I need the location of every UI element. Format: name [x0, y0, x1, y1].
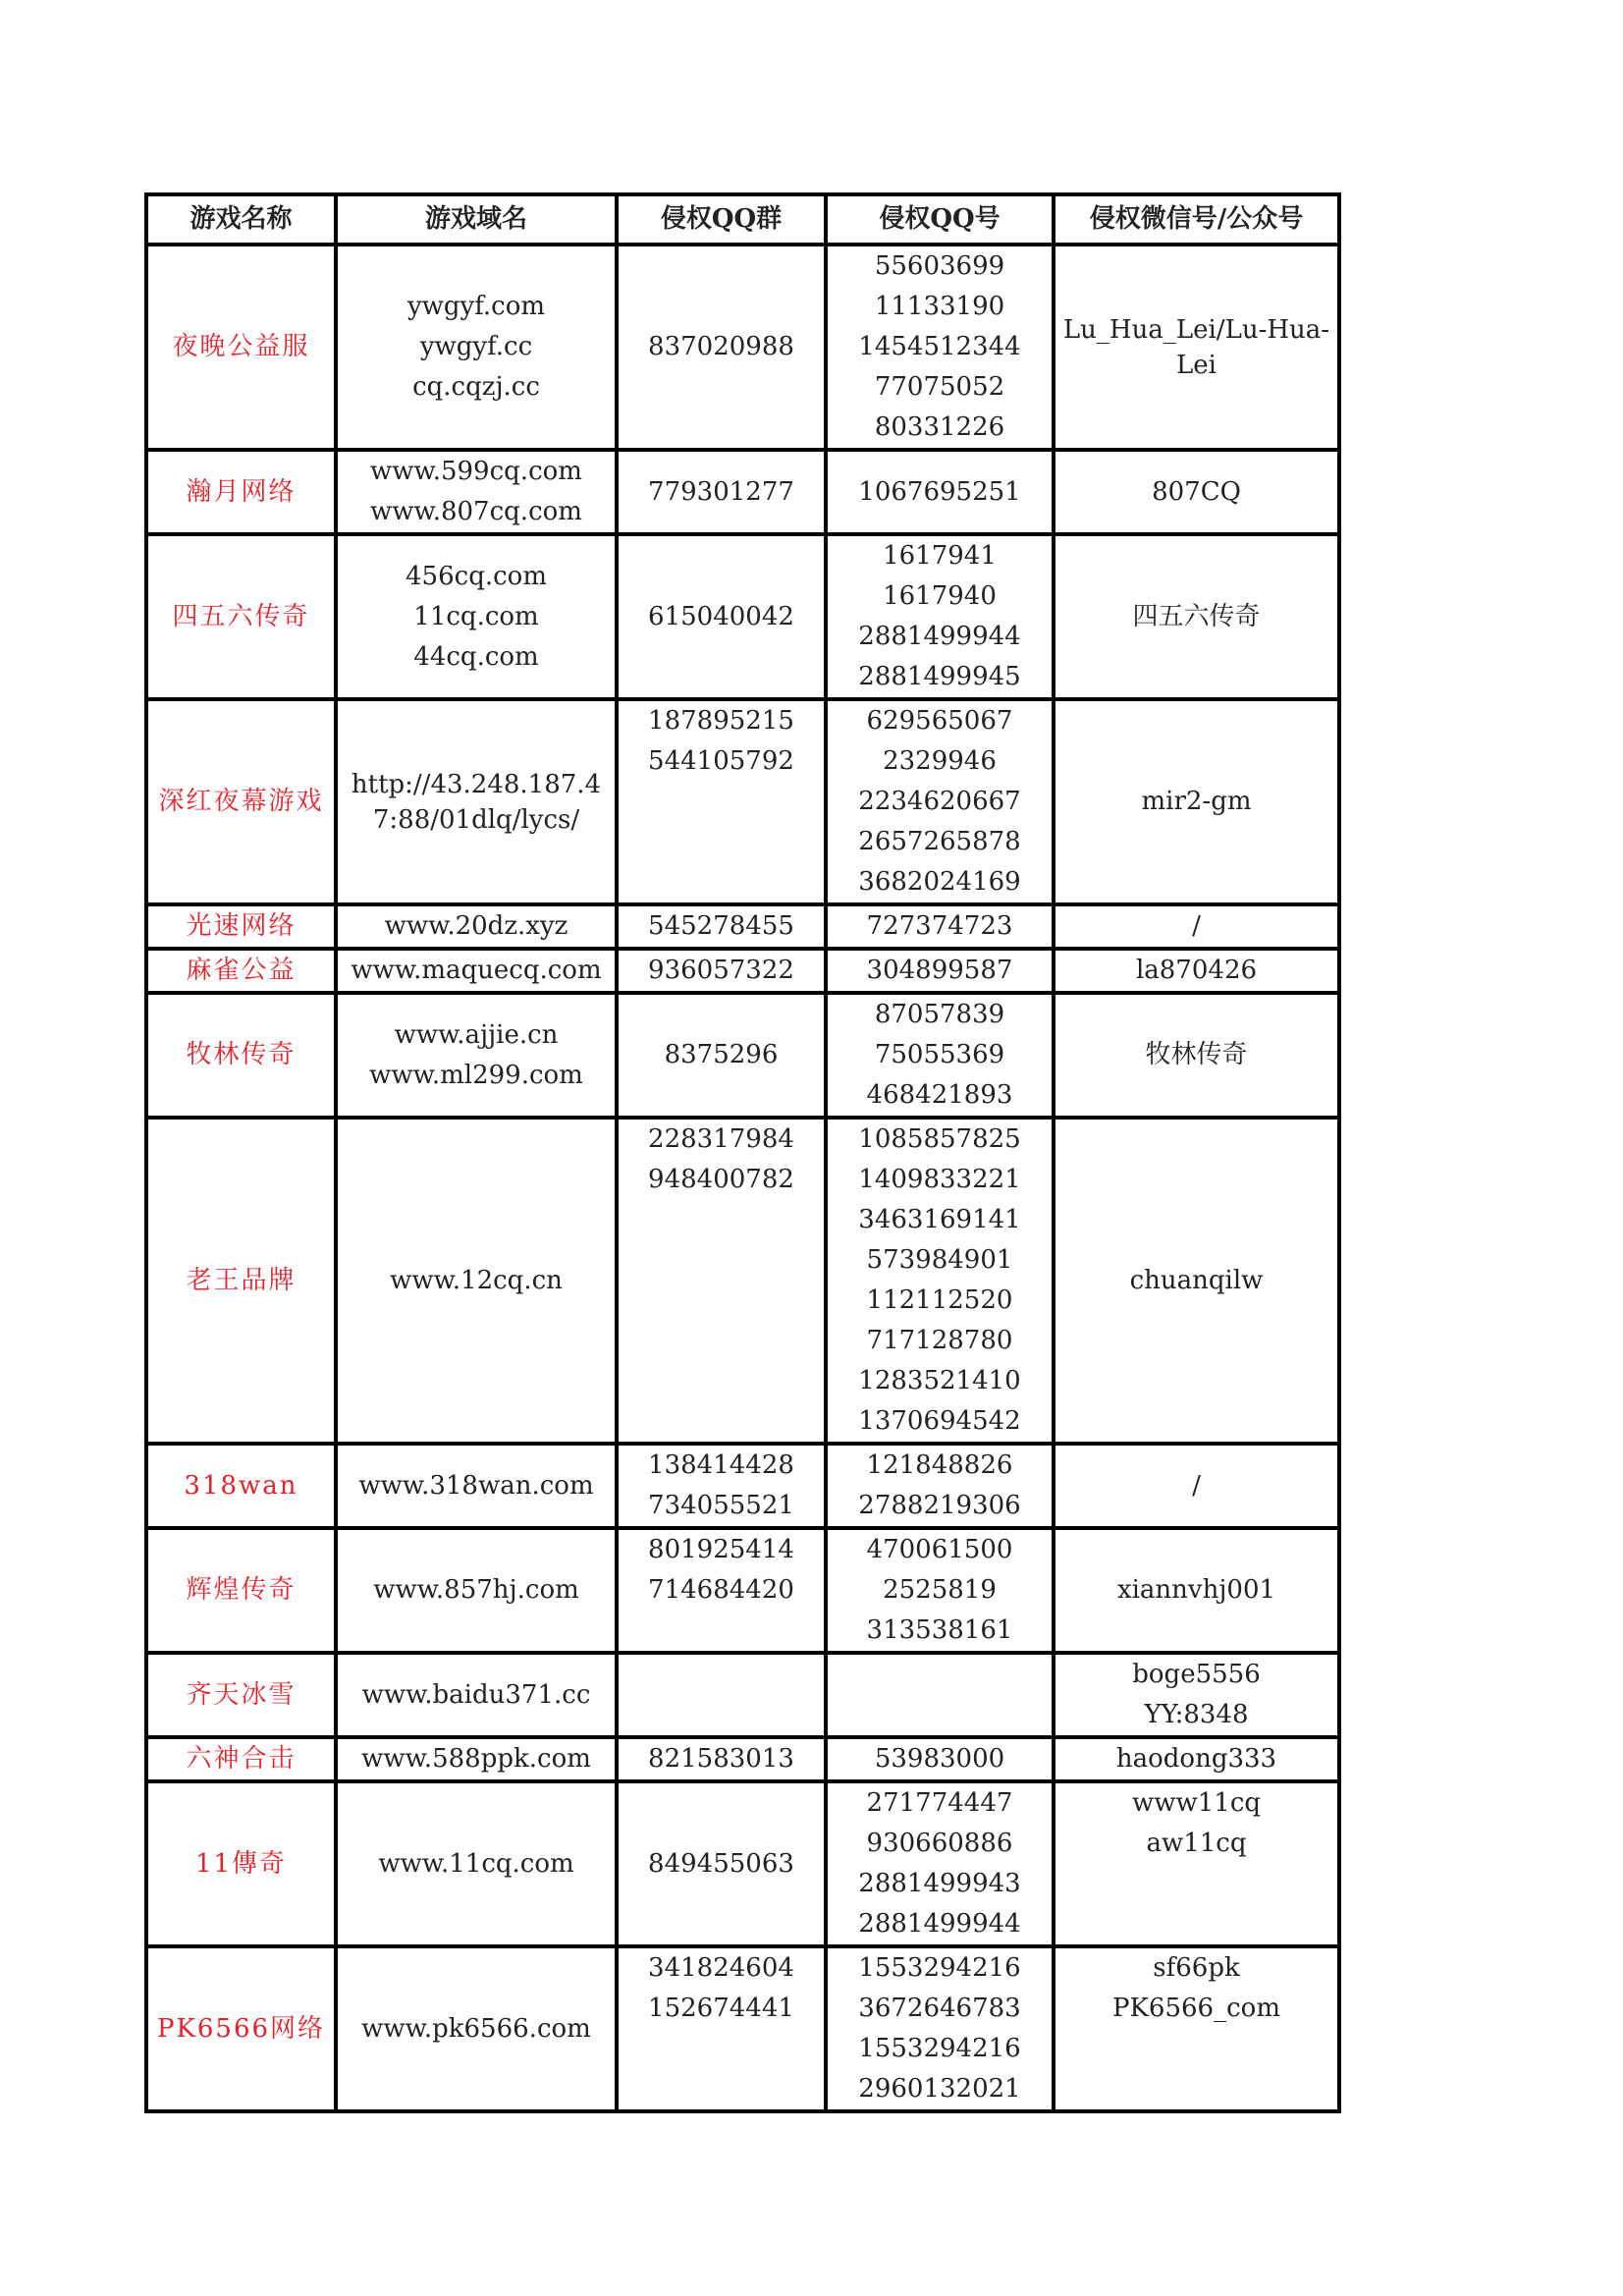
game-name-cell [146, 450, 336, 534]
table-row [146, 1528, 1339, 1653]
header-row [146, 194, 1339, 245]
qq-group-cell [617, 904, 826, 949]
wechat-cell-line: boge5556 [1132, 1660, 1261, 1689]
wechat-cell [1054, 699, 1339, 904]
qq-group-cell-line: 228317984 [648, 1124, 794, 1154]
qq-group-cell-line: 138414428 [648, 1450, 794, 1480]
qq-number-cell [826, 699, 1054, 904]
table-row [146, 1653, 1339, 1737]
qq-number-cell-line: 1454512344 [858, 332, 1021, 361]
qq-number-cell [826, 1528, 1054, 1653]
game-name-cell [146, 245, 336, 450]
qq-group-cell [617, 245, 826, 450]
qq-number-cell-line: 271774447 [866, 1788, 1013, 1818]
qq-group-cell [617, 1528, 826, 1653]
wechat-cell-line: / [1192, 911, 1201, 941]
game-domain-cell-line: http://43.248.187.47:88/01dlq/lycs/ [351, 769, 602, 835]
game-domain-cell-line: 11cq.com [413, 601, 539, 631]
wechat-cell [1054, 450, 1339, 534]
qq-number-cell-line: 1553294216 [858, 2034, 1021, 2063]
wechat-cell-line: 牧林传奇 [1145, 1040, 1248, 1069]
wechat-cell-line: / [1192, 1470, 1201, 1501]
game-domain-cell [336, 534, 617, 699]
qq-number-cell [826, 949, 1054, 993]
game-name-cell-line: 光速网络 [186, 911, 297, 941]
header-wechat: 侵权微信号/公众号 [1054, 194, 1339, 245]
table-row [146, 534, 1339, 699]
qq-number-cell [826, 1444, 1054, 1528]
qq-number-cell [826, 534, 1054, 699]
table-row [146, 450, 1339, 534]
qq-number-cell-line: 573984901 [866, 1245, 1013, 1275]
game-domain-cell [336, 1946, 617, 2111]
qq-number-cell-line: 313538161 [866, 1615, 1013, 1645]
game-domain-cell [336, 1444, 617, 1528]
qq-group-cell [617, 993, 826, 1118]
game-domain-cell-line: www.588ppk.com [361, 1744, 591, 1774]
wechat-cell-line: aw11cq [1146, 1829, 1247, 1858]
wechat-cell [1054, 993, 1339, 1118]
qq-number-cell-line: 717128780 [866, 1326, 1013, 1355]
header-game-domain: 游戏域名 [336, 194, 617, 245]
game-domain-cell-line: ywgyf.com [406, 292, 546, 321]
game-domain-cell-line: www.599cq.com [370, 457, 582, 486]
wechat-cell-line: chuanqilw [1129, 1265, 1264, 1295]
infringement-table [144, 192, 1341, 2113]
game-name-cell-line: 四五六传奇 [172, 601, 310, 631]
qq-number-cell-line: 2881499945 [858, 662, 1021, 691]
qq-group-cell [617, 699, 826, 904]
game-domain-cell-line: www.ajjie.cn [394, 1019, 559, 1050]
wechat-cell-line: xiannvhj001 [1116, 1575, 1276, 1605]
game-name-cell [146, 904, 336, 949]
qq-group-cell [617, 1444, 826, 1528]
qq-number-cell [826, 1737, 1054, 1781]
wechat-cell [1054, 534, 1339, 699]
qq-group-cell-line: 849455063 [648, 1848, 794, 1879]
game-name-cell [146, 1737, 336, 1781]
qq-group-cell [617, 1118, 826, 1444]
wechat-cell [1054, 904, 1339, 949]
game-domain-cell-line: 456cq.com [406, 561, 547, 591]
game-domain-cell [336, 993, 617, 1118]
table-row [146, 1737, 1339, 1781]
qq-number-cell-line: 2329946 [883, 746, 997, 776]
header-qq-number: 侵权QQ号 [826, 194, 1054, 245]
qq-number-cell-line: 2960132021 [858, 2074, 1021, 2104]
qq-number-cell-line: 304899587 [866, 956, 1013, 985]
qq-group-cell-line: 187895215 [648, 706, 794, 736]
game-name-cell-line: 齐天冰雪 [186, 1679, 297, 1710]
game-domain-cell [336, 450, 617, 534]
qq-number-cell-line: 2788219306 [858, 1491, 1021, 1520]
qq-number-cell-line: 11133190 [874, 292, 1005, 321]
table-row [146, 699, 1339, 904]
game-domain-cell-line: www.12cq.cn [390, 1265, 563, 1295]
qq-number-cell [826, 904, 1054, 949]
header-qq-group: 侵权QQ群 [617, 194, 826, 245]
qq-number-cell-line: 2881499943 [858, 1869, 1021, 1898]
game-domain-cell-line: www.11cq.com [378, 1848, 574, 1879]
game-name-cell [146, 1118, 336, 1444]
qq-number-cell-line: 121848826 [866, 1450, 1013, 1480]
wechat-cell [1054, 1528, 1339, 1653]
qq-number-cell [826, 450, 1054, 534]
qq-number-cell-line: 1553294216 [858, 1953, 1021, 1983]
qq-number-cell-line: 1067695251 [858, 476, 1021, 507]
game-domain-cell-line: www.807cq.com [370, 497, 582, 526]
game-domain-cell-line: www.pk6566.com [361, 2013, 591, 2044]
qq-group-cell-line: 948400782 [648, 1165, 794, 1194]
game-domain-cell [336, 949, 617, 993]
qq-group-cell-line: 544105792 [648, 746, 794, 776]
qq-number-cell-line: 930660886 [866, 1829, 1013, 1858]
game-name-cell-line: PK6566网络 [156, 2013, 326, 2044]
qq-group-cell [617, 1781, 826, 1946]
game-domain-cell-line: www.ml299.com [369, 1060, 583, 1090]
qq-number-cell-line: 87057839 [874, 1000, 1005, 1029]
qq-number-cell-line: 75055369 [874, 1040, 1005, 1069]
wechat-cell [1054, 1781, 1339, 1946]
qq-number-cell-line: 2881499944 [858, 622, 1021, 651]
wechat-cell-line: PK6566_com [1112, 1994, 1280, 2023]
game-domain-cell-line: www.maquecq.com [351, 956, 602, 985]
game-name-cell [146, 699, 336, 904]
qq-number-cell-line: 3463169141 [858, 1205, 1021, 1234]
qq-group-cell-line: 8375296 [664, 1040, 779, 1069]
game-name-cell [146, 534, 336, 699]
game-domain-cell [336, 904, 617, 949]
qq-group-cell-line: 714684420 [648, 1575, 794, 1605]
game-name-cell-line: 辉煌传奇 [186, 1575, 297, 1605]
game-domain-cell [336, 245, 617, 450]
qq-number-cell-line: 2525819 [883, 1575, 997, 1605]
table-row [146, 993, 1339, 1118]
wechat-cell [1054, 1118, 1339, 1444]
game-domain-cell-line: ywgyf.cc [419, 332, 533, 361]
game-domain-cell [336, 1781, 617, 1946]
qq-group-cell-line: 779301277 [648, 476, 794, 507]
qq-number-cell [826, 1118, 1054, 1444]
wechat-cell-line: haodong333 [1115, 1744, 1277, 1774]
game-domain-cell-line: www.20dz.xyz [384, 911, 568, 941]
qq-number-cell-line: 80331226 [874, 412, 1005, 442]
qq-group-cell-line: 341824604 [648, 1953, 794, 1983]
qq-number-cell-line: 112112520 [866, 1285, 1013, 1315]
qq-group-cell-line: 734055521 [648, 1491, 794, 1520]
qq-group-cell-line: 152674441 [648, 1994, 794, 2023]
game-name-cell [146, 1444, 336, 1528]
qq-number-cell-line: 1085857825 [858, 1124, 1021, 1154]
qq-number-cell [826, 1781, 1054, 1946]
qq-group-cell [617, 1653, 826, 1737]
qq-group-cell [617, 949, 826, 993]
game-name-cell-line: 瀚月网络 [186, 476, 297, 507]
wechat-cell [1054, 949, 1339, 993]
game-name-cell [146, 949, 336, 993]
wechat-cell-line: YY:8348 [1144, 1700, 1249, 1729]
table-row [146, 1946, 1339, 2111]
game-domain-cell [336, 1118, 617, 1444]
game-name-cell-line: 老王品牌 [186, 1265, 297, 1295]
qq-number-cell [826, 245, 1054, 450]
wechat-cell [1054, 1946, 1339, 2111]
game-name-cell [146, 1946, 336, 2111]
qq-number-cell-line: 2881499944 [858, 1909, 1021, 1939]
qq-number-cell [826, 1946, 1054, 2111]
wechat-cell-line: mir2-gm [1141, 787, 1252, 816]
wechat-cell [1054, 1444, 1339, 1528]
game-name-cell-line: 深红夜幕游戏 [158, 787, 324, 816]
wechat-cell-line: 四五六传奇 [1132, 601, 1261, 631]
game-name-cell [146, 1781, 336, 1946]
qq-number-cell [826, 1653, 1054, 1737]
qq-number-cell-line: 2657265878 [858, 827, 1021, 856]
game-name-cell-line: 夜晚公益服 [172, 332, 310, 361]
qq-number-cell-line: 629565067 [866, 706, 1013, 736]
game-domain-cell [336, 699, 617, 904]
qq-number-cell [826, 993, 1054, 1118]
header-game-name: 游戏名称 [146, 194, 336, 245]
game-domain-cell-line: www.318wan.com [358, 1470, 594, 1501]
qq-number-cell-line: 1370694542 [858, 1406, 1021, 1436]
qq-number-cell-line: 1283521410 [858, 1366, 1021, 1395]
wechat-cell-line: sf66pk [1153, 1953, 1240, 1983]
wechat-cell [1054, 1653, 1339, 1737]
game-name-cell [146, 1653, 336, 1737]
game-name-cell-line: 牧林传奇 [186, 1040, 297, 1069]
wechat-cell-line: 807CQ [1152, 476, 1241, 507]
table-row [146, 1118, 1339, 1444]
wechat-cell [1054, 1737, 1339, 1781]
qq-number-cell-line: 1617941 [883, 541, 997, 571]
wechat-cell-line: Lu_Hua_Lei/Lu-Hua-Lei [1062, 314, 1330, 380]
table-row [146, 1781, 1339, 1946]
qq-group-cell-line: 615040042 [648, 601, 794, 631]
game-name-cell-line: 麻雀公益 [186, 956, 297, 985]
qq-number-cell-line: 468421893 [866, 1080, 1013, 1110]
qq-group-cell [617, 450, 826, 534]
qq-group-cell [617, 534, 826, 699]
game-name-cell-line: 11傳奇 [194, 1848, 288, 1879]
game-name-cell [146, 993, 336, 1118]
qq-number-cell-line: 77075052 [874, 372, 1005, 402]
table-row [146, 904, 1339, 949]
qq-group-cell [617, 1946, 826, 2111]
game-domain-cell-line: www.857hj.com [373, 1575, 579, 1605]
qq-number-cell-line: 3672646783 [858, 1994, 1021, 2023]
qq-number-cell-line: 53983000 [874, 1744, 1005, 1774]
qq-number-cell-line: 55603699 [874, 251, 1005, 281]
qq-group-cell-line: 801925414 [648, 1535, 794, 1564]
qq-number-cell-line: 1409833221 [858, 1165, 1021, 1194]
qq-number-cell-line: 3682024169 [858, 867, 1021, 897]
table-body [146, 245, 1339, 2111]
qq-group-cell-line: 545278455 [648, 911, 794, 941]
qq-number-cell-line: 470061500 [866, 1535, 1013, 1564]
game-domain-cell [336, 1737, 617, 1781]
qq-group-cell-line: 837020988 [648, 332, 794, 361]
wechat-cell-line: www11cq [1131, 1788, 1262, 1818]
qq-group-cell-line: 821583013 [648, 1744, 794, 1774]
qq-group-cell [617, 1737, 826, 1781]
qq-number-cell-line: 2234620667 [858, 787, 1021, 816]
game-domain-cell [336, 1528, 617, 1653]
game-name-cell-line: 318wan [184, 1470, 298, 1501]
game-name-cell-line: 六神合击 [186, 1744, 297, 1774]
game-name-cell [146, 1528, 336, 1653]
wechat-cell-line: la870426 [1135, 956, 1258, 985]
qq-number-cell-line: 1617940 [883, 581, 997, 611]
game-domain-cell-line: www.baidu371.cc [361, 1679, 591, 1710]
table-row [146, 949, 1339, 993]
wechat-cell [1054, 245, 1339, 450]
game-domain-cell [336, 1653, 617, 1737]
table-row [146, 1444, 1339, 1528]
qq-number-cell-line: 727374723 [866, 911, 1013, 941]
game-domain-cell-line: cq.cqzj.cc [412, 372, 540, 402]
game-domain-cell-line: 44cq.com [413, 641, 539, 672]
table-row [146, 245, 1339, 450]
qq-group-cell-line: 936057322 [648, 956, 794, 985]
